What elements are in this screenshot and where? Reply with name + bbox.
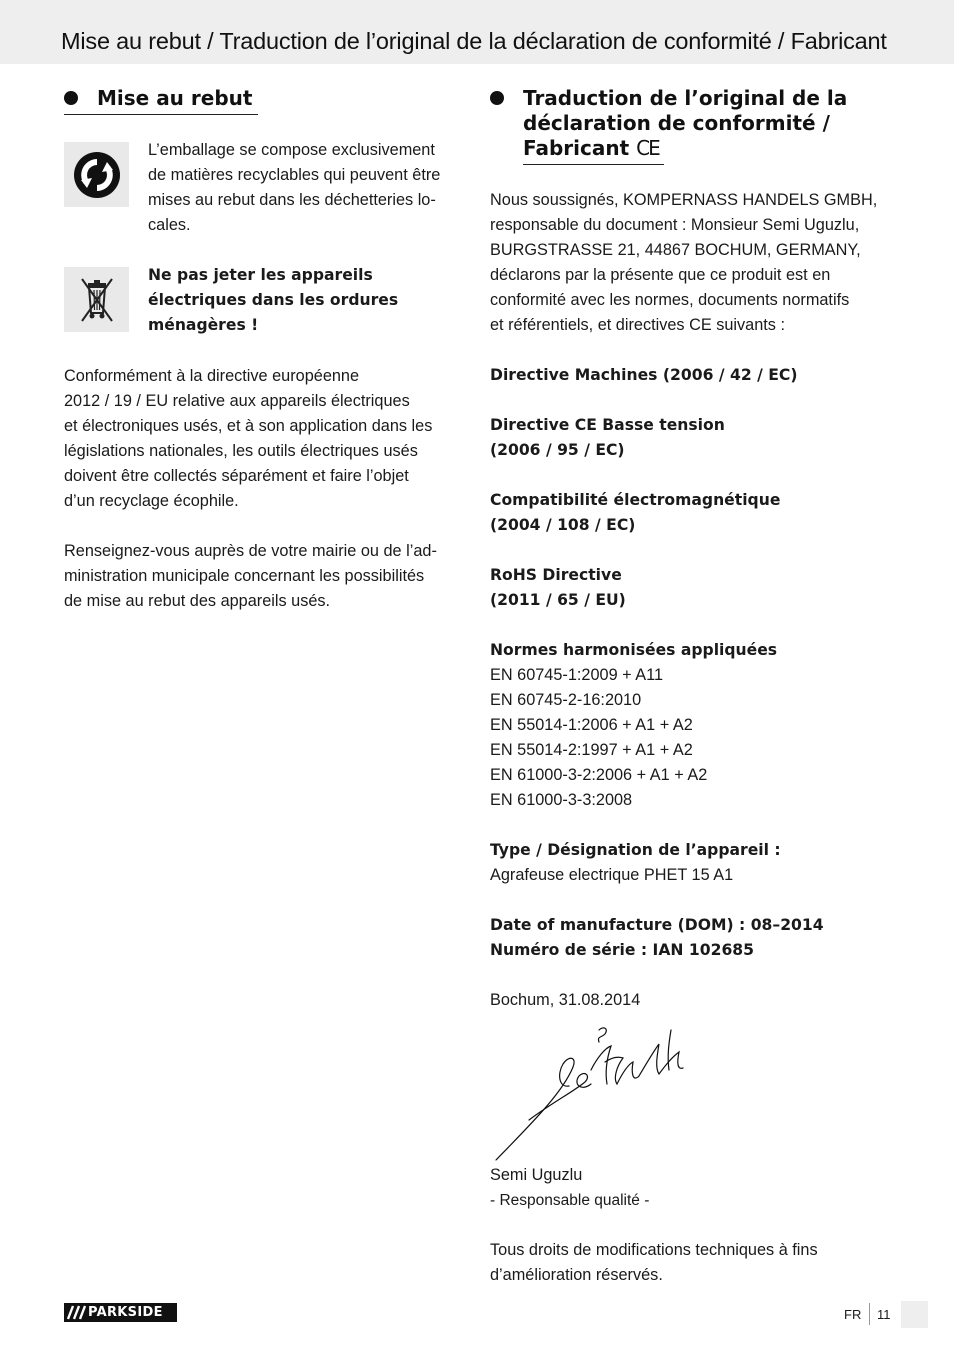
section-underline xyxy=(64,114,258,115)
standard-item: EN 55014-1:2006 + A1 + A2 xyxy=(490,716,693,734)
signer-name: Semi Uguzlu xyxy=(490,1166,583,1184)
signature-image xyxy=(493,1022,693,1162)
parkside-logo xyxy=(64,1303,177,1322)
section-heading-disposal xyxy=(64,86,252,111)
standard-item: EN 55014-2:1997 + A1 + A2 xyxy=(490,741,693,759)
signer-role: - Responsable qualité - xyxy=(490,1192,650,1209)
standard-item: EN 60745-2-16:2010 xyxy=(490,691,642,709)
section-title: Mise au rebut xyxy=(97,86,253,110)
ce-mark-icon: CE xyxy=(636,136,659,160)
page-title: Mise au rebut / Traduction de l’original de la déclaration de conformité / Fabricant xyxy=(61,28,887,54)
rights-paragraph: Tous droits de modifications techniques à fins d’amélioration réservés. xyxy=(490,1241,818,1284)
standard-item: EN 60745-1:2009 + A11 xyxy=(490,666,664,684)
weee-warning: Ne pas jeter les appareils électriques dans les ordures ménagères ! xyxy=(148,266,399,334)
directive-paragraph: Conformément à la directive européenne 2012 / 19 / EU relative aux appareils électriques et électroniques usés, et à son application dans les législations nationales, les outils électriques usés doivent être collectés séparément et faire l’objet d’un recyclage écophile. xyxy=(64,367,433,510)
directive-rohs: RoHS Directive (2011 / 65 / EU) xyxy=(490,566,626,609)
page-tab-marker xyxy=(901,1301,928,1328)
footer-divider xyxy=(869,1303,870,1325)
signer-block xyxy=(490,1163,649,1213)
crossed-bin-icon xyxy=(64,267,129,332)
directive-emc: Compatibilité électromagnétique (2004 / 108 / EC) xyxy=(490,491,781,534)
standards-list xyxy=(490,638,777,813)
manufacture-info: Date of manufacture (DOM) : 08–2014 Numéro de série : IAN 102685 xyxy=(490,916,824,959)
directive-machines: Directive Machines (2006 / 42 / EC) xyxy=(490,366,798,384)
bullet-icon xyxy=(490,91,504,105)
packaging-paragraph: L’emballage se compose exclusivement de matières recyclables qui peuvent être mises au rebut dans les déchetteries lo- cales. xyxy=(148,141,441,234)
device-type: Type / Désignation de l’appareil : Agrafeuse electrique PHET 15 A1 xyxy=(490,841,781,884)
info-paragraph: Renseignez-vous auprès de votre mairie ou de l’ad- ministration municipale concernant les possibilités de mise au rebut des appareils usés. xyxy=(64,542,437,610)
section-title: Traduction de l’original de la déclaration de conformité / Fabricant CE xyxy=(523,86,848,160)
standard-item: EN 61000-3-3:2008 xyxy=(490,791,633,809)
brand-name: PARKSIDE xyxy=(88,1305,163,1320)
section-underline xyxy=(523,164,664,165)
bullet-icon xyxy=(64,91,78,105)
place-date: Bochum, 31.08.2014 xyxy=(490,991,641,1009)
standard-item: EN 61000-3-2:2006 + A1 + A2 xyxy=(490,766,708,784)
intro-paragraph: Nous soussignés, KOMPERNASS HANDELS GMBH, responsable du document : Monsieur Semi Uguzlu, BURGSTRASSE 21, 44867 BOCHUM, GERMANY, déclarons par la présente que ce produit est en conformité avec les normes, documents normatifs et référentiels, et directives CE suivants : xyxy=(490,191,878,334)
recycling-icon xyxy=(64,142,129,207)
directive-low-voltage: Directive CE Basse tension (2006 / 95 / EC) xyxy=(490,416,725,459)
language-code: FR xyxy=(844,1307,862,1322)
standards-heading: Normes harmonisées appliquées xyxy=(490,641,778,659)
section-heading-declaration xyxy=(490,86,847,161)
logo-stripes-icon xyxy=(64,1303,88,1322)
page-number: 11 xyxy=(877,1307,891,1322)
